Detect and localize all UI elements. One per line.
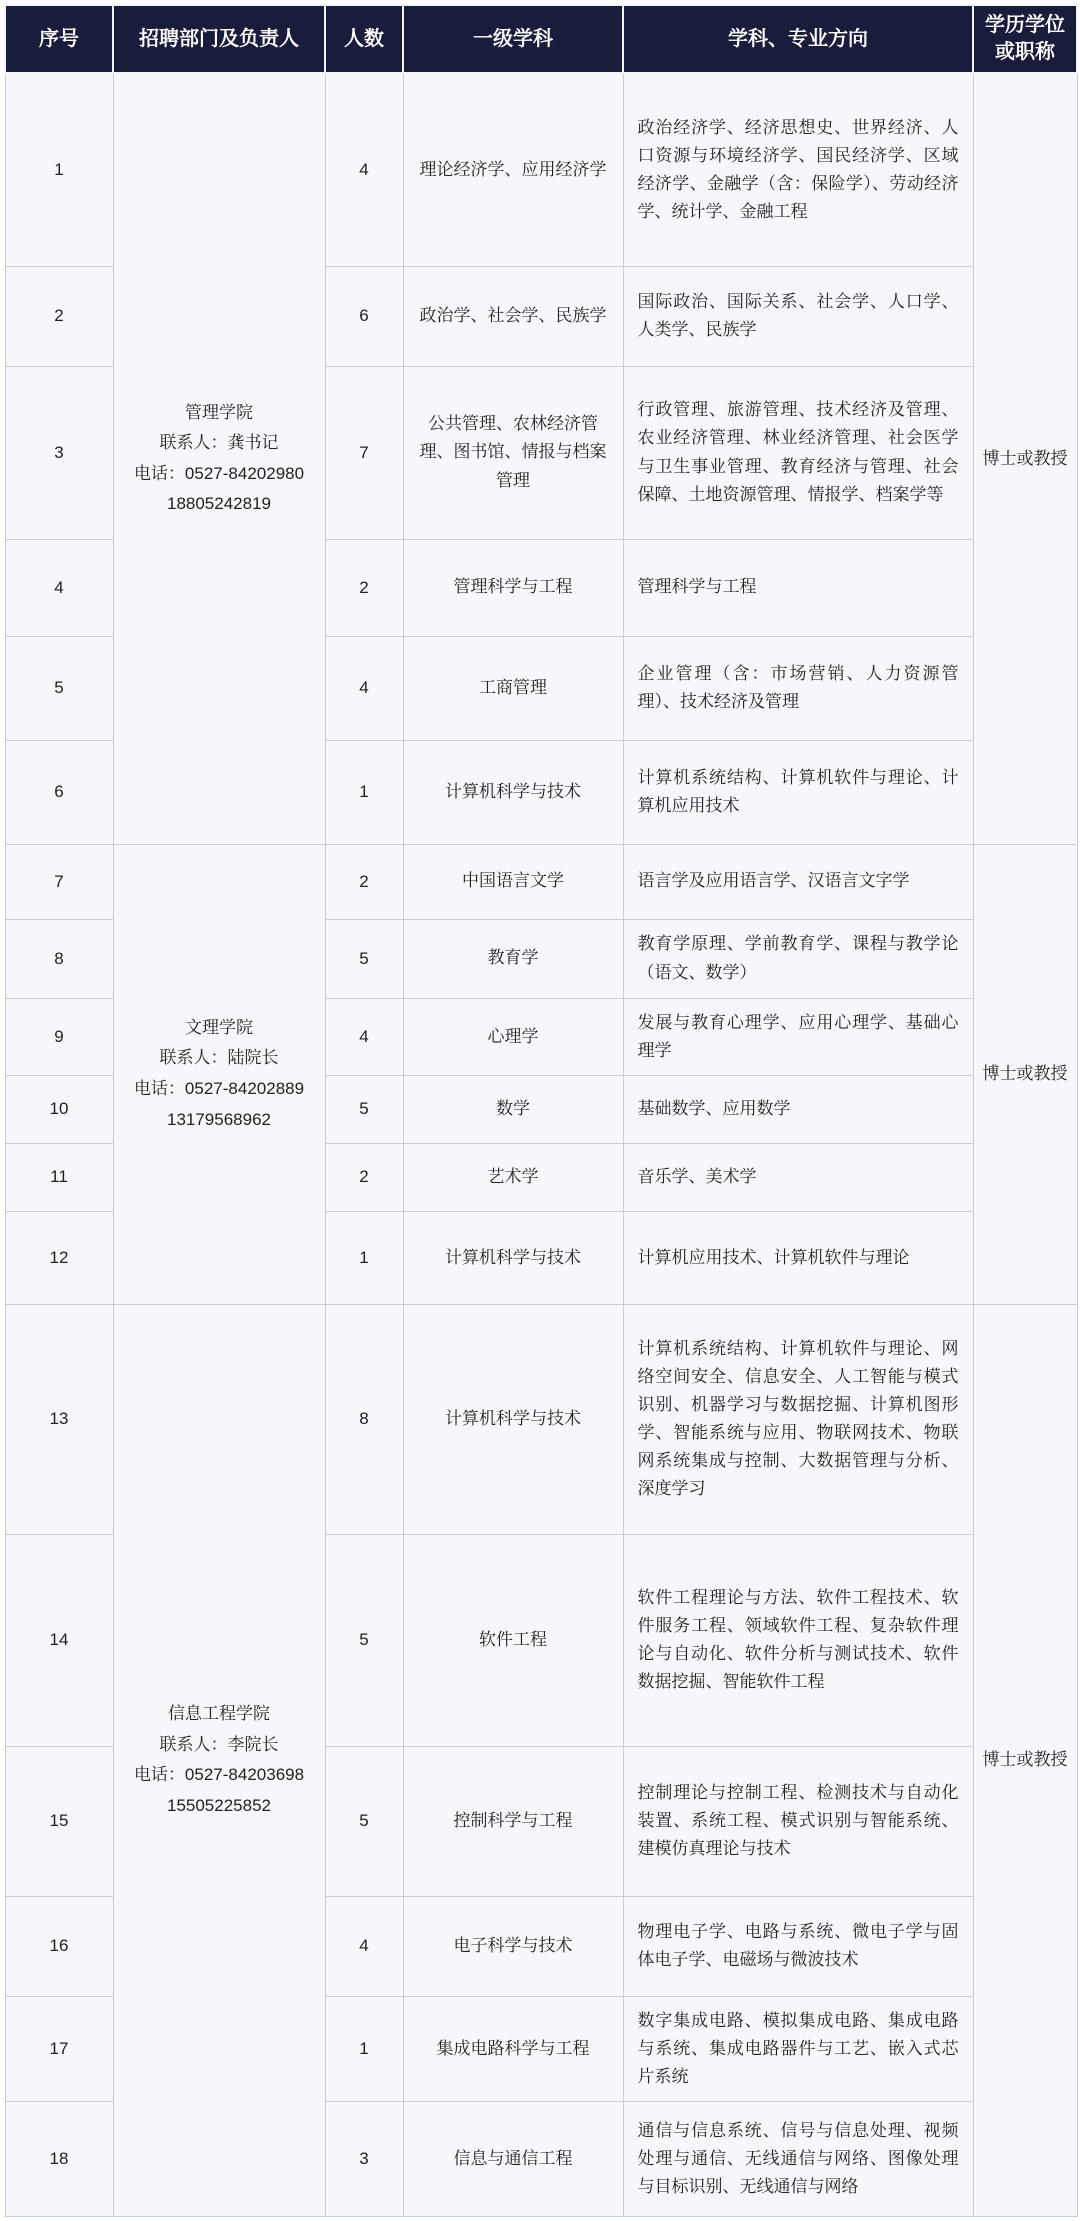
row-number-cell: 8 xyxy=(5,919,113,998)
header-col-dept: 招聘部门及负责人 xyxy=(113,5,325,73)
department-mobile: 18805242819 xyxy=(166,494,271,514)
discipline-cell: 工商管理 xyxy=(403,636,623,740)
direction-cell: 行政管理、旅游管理、技术经济及管理、农业经济管理、林业经济管理、社会医学与卫生事业管理、教育经济与管理、社会保障、土地资源管理、情报学、档案学等 xyxy=(623,366,973,539)
count-cell: 1 xyxy=(325,1211,403,1304)
department-cell xyxy=(113,1304,325,2216)
row-number-cell: 13 xyxy=(5,1304,113,1534)
row-number-cell: 16 xyxy=(5,1896,113,1996)
department-contact: 联系人：李院长 xyxy=(159,1734,279,1754)
discipline-cell: 中国语言文学 xyxy=(403,844,623,919)
discipline-cell: 管理科学与工程 xyxy=(403,539,623,636)
department-name: 管理学院 xyxy=(185,402,253,422)
header-row xyxy=(5,5,1077,73)
department-mobile: 15505225852 xyxy=(166,1795,271,1815)
table-row xyxy=(5,73,1077,266)
direction-cell: 发展与教育心理学、应用心理学、基础心理学 xyxy=(623,998,973,1075)
department-cell xyxy=(113,73,325,844)
direction-cell: 企业管理（含：市场营销、人力资源管理）、技术经济及管理 xyxy=(623,636,973,740)
header-col-direction: 学科、专业方向 xyxy=(623,5,973,73)
department-phone: 电话：0527-84202889 xyxy=(133,1079,305,1099)
discipline-cell: 数学 xyxy=(403,1075,623,1143)
header-col-count: 人数 xyxy=(325,5,403,73)
count-cell: 2 xyxy=(325,844,403,919)
count-cell: 6 xyxy=(325,266,403,366)
row-number-cell: 14 xyxy=(5,1534,113,1746)
discipline-cell: 计算机科学与技术 xyxy=(403,1304,623,1534)
discipline-cell: 电子科学与技术 xyxy=(403,1896,623,1996)
discipline-cell: 政治学、社会学、民族学 xyxy=(403,266,623,366)
count-cell: 5 xyxy=(325,1746,403,1896)
direction-cell: 教育学原理、学前教育学、课程与教学论（语文、数学） xyxy=(623,919,973,998)
discipline-cell: 理论经济学、应用经济学 xyxy=(403,73,623,266)
direction-cell: 国际政治、国际关系、社会学、人口学、人类学、民族学 xyxy=(623,266,973,366)
direction-cell: 语言学及应用语言学、汉语言文字学 xyxy=(623,844,973,919)
count-cell: 3 xyxy=(325,2101,403,2216)
direction-cell: 软件工程理论与方法、软件工程技术、软件服务工程、领域软件工程、复杂软件理论与自动化、软件分析与测试技术、软件数据挖掘、智能软件工程 xyxy=(623,1534,973,1746)
discipline-cell: 艺术学 xyxy=(403,1143,623,1211)
direction-cell: 计算机应用技术、计算机软件与理论 xyxy=(623,1211,973,1304)
row-number-cell: 18 xyxy=(5,2101,113,2216)
row-number-cell: 4 xyxy=(5,539,113,636)
row-number-cell: 7 xyxy=(5,844,113,919)
row-number-cell: 3 xyxy=(5,366,113,539)
degree-cell: 博士或教授 xyxy=(973,844,1077,1304)
count-cell: 2 xyxy=(325,539,403,636)
count-cell: 4 xyxy=(325,636,403,740)
row-number-cell: 9 xyxy=(5,998,113,1075)
department-phone: 电话：0527-84202980 xyxy=(133,463,305,483)
count-cell: 1 xyxy=(325,1996,403,2101)
count-cell: 4 xyxy=(325,998,403,1075)
count-cell: 2 xyxy=(325,1143,403,1211)
count-cell: 5 xyxy=(325,919,403,998)
discipline-cell: 计算机科学与技术 xyxy=(403,740,623,844)
count-cell: 4 xyxy=(325,73,403,266)
row-number-cell: 6 xyxy=(5,740,113,844)
header-col-degree: 学历学位或职称 xyxy=(973,5,1077,73)
row-number-cell: 12 xyxy=(5,1211,113,1304)
direction-cell: 控制理论与控制工程、检测技术与自动化装置、系统工程、模式识别与智能系统、建模仿真理论与技术 xyxy=(623,1746,973,1896)
table-row xyxy=(5,1304,1077,1534)
department-name: 信息工程学院 xyxy=(168,1703,270,1723)
recruitment-table xyxy=(4,4,1078,2217)
department-mobile: 13179568962 xyxy=(166,1109,271,1129)
table-row xyxy=(5,844,1077,919)
count-cell: 5 xyxy=(325,1534,403,1746)
discipline-cell: 软件工程 xyxy=(403,1534,623,1746)
direction-cell: 物理电子学、电路与系统、微电子学与固体电子学、电磁场与微波技术 xyxy=(623,1896,973,1996)
direction-cell: 基础数学、应用数学 xyxy=(623,1075,973,1143)
direction-cell: 计算机系统结构、计算机软件与理论、网络空间安全、信息安全、人工智能与模式识别、机器学习与数据挖掘、计算机图形学、智能系统与应用、物联网技术、物联网系统集成与控制、大数据管理与分析、深度学习 xyxy=(623,1304,973,1534)
count-cell: 5 xyxy=(325,1075,403,1143)
row-number-cell: 11 xyxy=(5,1143,113,1211)
count-cell: 4 xyxy=(325,1896,403,1996)
discipline-cell: 信息与通信工程 xyxy=(403,2101,623,2216)
department-name: 文理学院 xyxy=(185,1017,253,1037)
discipline-cell: 集成电路科学与工程 xyxy=(403,1996,623,2101)
department-contact: 联系人：陆院长 xyxy=(159,1048,279,1068)
count-cell: 7 xyxy=(325,366,403,539)
row-number-cell: 15 xyxy=(5,1746,113,1896)
direction-cell: 数字集成电路、模拟集成电路、集成电路与系统、集成电路器件与工艺、嵌入式芯片系统 xyxy=(623,1996,973,2101)
discipline-cell: 计算机科学与技术 xyxy=(403,1211,623,1304)
row-number-cell: 17 xyxy=(5,1996,113,2101)
department-phone: 电话：0527-84203698 xyxy=(133,1765,305,1785)
discipline-cell: 公共管理、农林经济管理、图书馆、情报与档案管理 xyxy=(403,366,623,539)
header-col-num: 序号 xyxy=(5,5,113,73)
discipline-cell: 心理学 xyxy=(403,998,623,1075)
row-number-cell: 2 xyxy=(5,266,113,366)
degree-cell: 博士或教授 xyxy=(973,1304,1077,2216)
department-cell xyxy=(113,844,325,1304)
header-col-discipline: 一级学科 xyxy=(403,5,623,73)
direction-cell: 管理科学与工程 xyxy=(623,539,973,636)
discipline-cell: 教育学 xyxy=(403,919,623,998)
count-cell: 8 xyxy=(325,1304,403,1534)
department-contact: 联系人：龚书记 xyxy=(159,433,279,453)
direction-cell: 政治经济学、经济思想史、世界经济、人口资源与环境经济学、国民经济学、区域经济学、金融学（含：保险学）、劳动经济学、统计学、金融工程 xyxy=(623,73,973,266)
direction-cell: 音乐学、美术学 xyxy=(623,1143,973,1211)
direction-cell: 通信与信息系统、信号与信息处理、视频处理与通信、无线通信与网络、图像处理与目标识别、无线通信与网络 xyxy=(623,2101,973,2216)
row-number-cell: 1 xyxy=(5,73,113,266)
direction-cell: 计算机系统结构、计算机软件与理论、计算机应用技术 xyxy=(623,740,973,844)
count-cell: 1 xyxy=(325,740,403,844)
discipline-cell: 控制科学与工程 xyxy=(403,1746,623,1896)
degree-cell: 博士或教授 xyxy=(973,73,1077,844)
row-number-cell: 5 xyxy=(5,636,113,740)
row-number-cell: 10 xyxy=(5,1075,113,1143)
